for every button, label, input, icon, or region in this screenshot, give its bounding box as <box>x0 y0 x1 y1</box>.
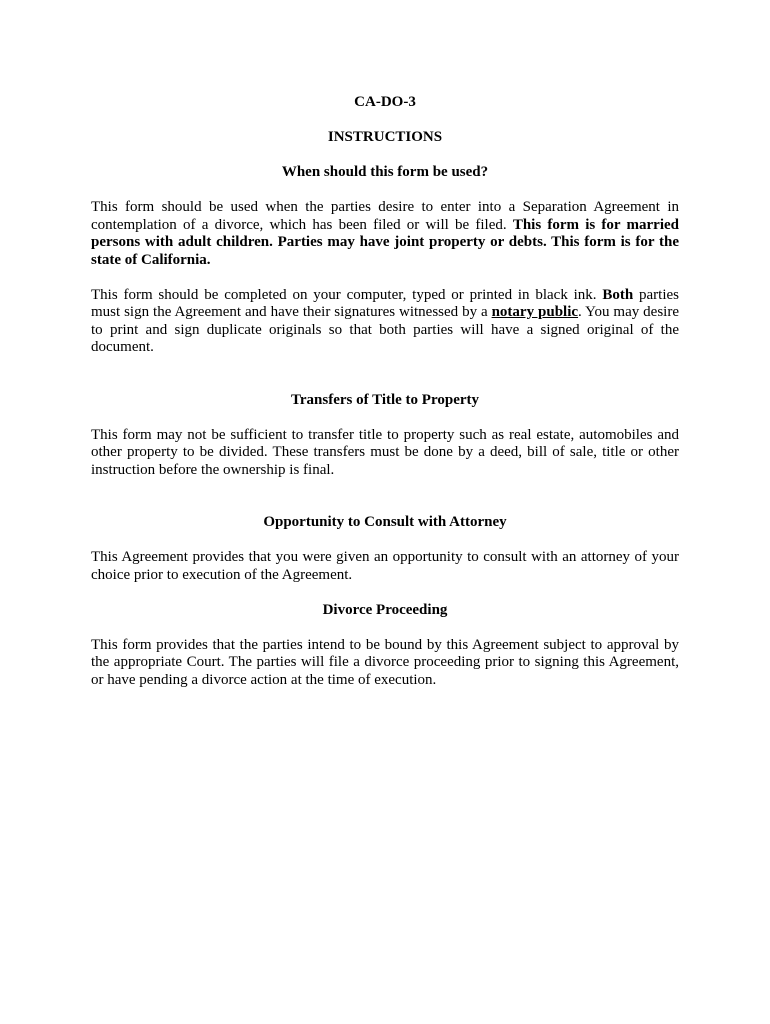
divorce-heading: Divorce Proceeding <box>322 601 448 618</box>
form-code: CA-DO-3 <box>354 94 416 110</box>
when-p2-bold-both: Both <box>602 286 634 303</box>
transfers-heading: Transfers of Title to Property <box>290 391 480 408</box>
attorney-heading: Opportunity to Consult with Attorney <box>263 514 507 530</box>
when-p1-text: This form should be used when the parties desire to enter into a Separation Agreement in contemplation of a divorce, which has been filed or will be filed. <box>91 199 679 233</box>
when-paragraph-2 <box>91 287 679 357</box>
document-content <box>91 94 679 689</box>
attorney-paragraph: This Agreement provides that you were given an opportunity to consult with an attorney of your choice prior to execution of the Agreement. <box>91 549 679 583</box>
when-p2-text-a: This form should be completed on your computer, typed or printed in black ink. <box>91 286 603 303</box>
instructions-heading: INSTRUCTIONS <box>327 129 443 145</box>
transfers-paragraph: This form may not be sufficient to transfer title to property such as real estate, automobiles and other property to be divided. These transfers must be done by a deed, bill of sale, title or other instruction before the ownership is final. <box>91 426 679 478</box>
notary-public-text: notary public <box>491 304 579 320</box>
when-p2-text-b: parties must sign the Agreement and have their signatures witnessed by a <box>91 286 679 320</box>
when-heading: When should this form be used? <box>281 164 489 180</box>
when-p2-text-c: . You may desire to print and sign duplicate originals so that both parties will have a signed original of the document. <box>91 304 679 355</box>
when-paragraph-1 <box>91 199 679 269</box>
when-p1-bold-text: This form is for married persons with adult children. Parties may have joint property or debts. This form is for the state of California. <box>91 216 679 268</box>
divorce-paragraph: This form provides that the parties intend to be bound by this Agreement subject to approval by the appropriate Court. The parties will file a divorce proceeding prior to signing this Agreement, or have pending a divorce action at the time of execution. <box>91 636 679 688</box>
